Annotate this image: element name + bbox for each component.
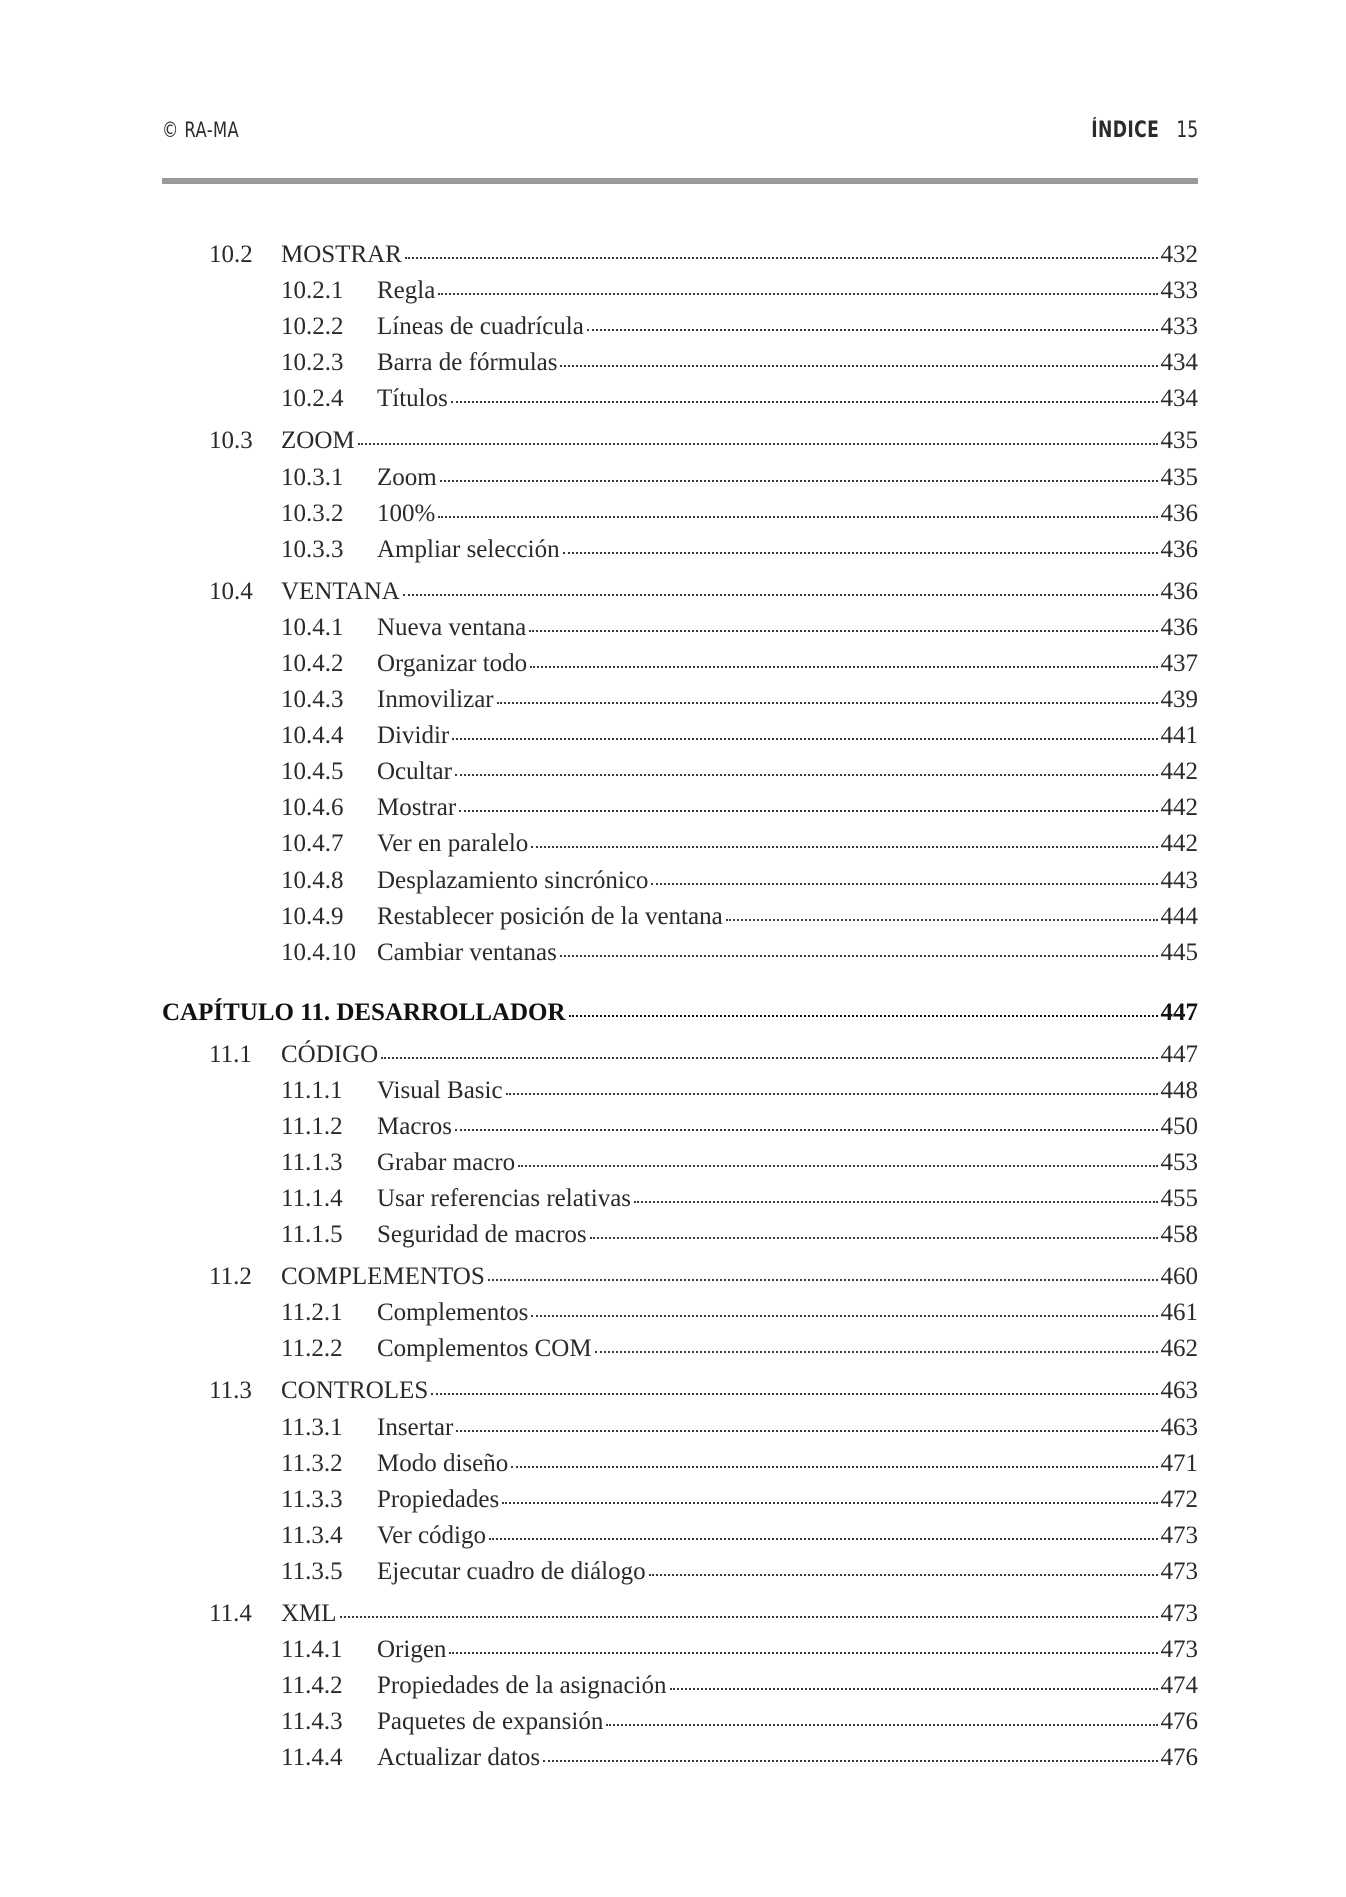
toc-entry-number: 10.2.2: [281, 313, 344, 341]
toc-entry-title: XML: [281, 1599, 337, 1627]
toc-entry-number: 11.1.3: [281, 1149, 343, 1176]
dot-leader: [497, 700, 1158, 704]
dot-leader: [403, 592, 1158, 596]
toc-entry-number: 11.1.1: [281, 1076, 343, 1104]
toc-entry-page: 458: [1160, 1221, 1198, 1249]
toc-entry: [209, 1374, 1198, 1408]
dot-leader: [506, 1091, 1158, 1095]
toc-entry-title: Seguridad de macros: [377, 1221, 587, 1249]
toc-entry: [281, 1705, 1198, 1739]
toc-entry-title: Visual Basic: [377, 1076, 503, 1104]
toc-entry-title: Actualizar datos: [377, 1744, 541, 1772]
dot-leader: [438, 291, 1157, 295]
dot-leader: [459, 808, 1157, 812]
toc-entry-title: 100%: [377, 499, 436, 527]
toc-entry: [209, 1038, 1198, 1072]
toc-entry-number: 10.4.10: [281, 938, 356, 966]
toc-entry-number: 10.4.8: [281, 866, 344, 894]
toc-entry: [281, 346, 1198, 380]
dot-leader: [438, 514, 1157, 518]
toc-entry-page: 455: [1160, 1185, 1198, 1213]
toc-entry-title: Cambiar ventanas: [377, 938, 557, 966]
dot-leader: [563, 550, 1158, 554]
toc-entry-page: 437: [1160, 649, 1198, 677]
toc-entry-title: Propiedades de la asignación: [377, 1672, 667, 1700]
dot-leader: [531, 1313, 1157, 1317]
toc-entry-title: Ver en paralelo: [377, 830, 529, 858]
toc-entry-number: 10.4.2: [281, 649, 344, 677]
toc-entry-page: 434: [1160, 385, 1198, 413]
toc-entry-number: 11.4.2: [281, 1672, 343, 1700]
toc-entry-page: 460: [1160, 1263, 1198, 1291]
section-title: ÍNDICE: [1090, 118, 1159, 143]
toc-entry-page: 444: [1160, 902, 1198, 930]
toc-entry-number: 11.3.4: [281, 1521, 343, 1549]
toc-entry: [281, 1633, 1198, 1667]
toc-entry-page: 442: [1160, 830, 1198, 858]
toc-entry-number: 11.2: [209, 1263, 252, 1291]
toc-entry-title: Líneas de cuadrícula: [377, 313, 584, 341]
toc-entry-title: Complementos: [377, 1299, 529, 1327]
header-right: [1091, 118, 1198, 143]
toc-entry-title: Mostrar: [377, 794, 457, 822]
toc-entry: [281, 791, 1198, 825]
dot-leader: [358, 441, 1158, 445]
dot-leader: [340, 1614, 1158, 1618]
dot-leader: [569, 1013, 1158, 1017]
dot-leader: [455, 772, 1158, 776]
dot-leader: [455, 1127, 1158, 1131]
dot-leader: [726, 917, 1158, 921]
toc-entry-page: 474: [1160, 1672, 1198, 1700]
toc-entry: [281, 461, 1198, 495]
dot-leader: [502, 1500, 1157, 1504]
toc-entry-title: Origen: [377, 1636, 447, 1663]
toc-entry-number: 11.4.3: [281, 1708, 343, 1736]
toc-entry-number: 10.4: [209, 577, 253, 605]
toc-entry: [209, 238, 1198, 272]
toc-entry-number: 11.1.4: [281, 1185, 343, 1213]
toc-entry: [281, 1074, 1198, 1108]
toc-entry-page: 447: [1160, 1040, 1198, 1068]
toc-entry-number: 11.1.2: [281, 1112, 343, 1140]
dot-leader: [670, 1686, 1158, 1690]
dot-leader: [440, 478, 1158, 482]
toc-entry-title: CONTROLES: [281, 1377, 429, 1405]
toc-entry: [281, 719, 1198, 753]
toc-entry-page: 441: [1160, 722, 1198, 750]
toc-entry-page: 448: [1160, 1076, 1198, 1104]
toc-entry-number: 10.2.1: [281, 277, 344, 305]
toc-entry: [281, 1110, 1198, 1144]
toc-entry-page: 442: [1160, 794, 1198, 822]
toc-entry: [281, 533, 1198, 567]
toc-entry-page: 434: [1160, 349, 1198, 377]
dot-leader: [634, 1199, 1157, 1203]
toc-entry-page: 436: [1160, 499, 1198, 527]
toc-entry: [209, 1260, 1198, 1294]
toc-entry-page: 445: [1160, 938, 1198, 966]
toc-entry: [281, 864, 1198, 898]
toc-entry: [281, 1182, 1198, 1216]
toc-entry-title: Regla: [377, 277, 436, 305]
dot-leader: [381, 1055, 1157, 1059]
toc-entry-title: Inmovilizar: [377, 686, 494, 713]
toc-entry-title: Complementos COM: [377, 1335, 592, 1363]
page-number: 15: [1176, 118, 1198, 143]
toc-entry-page: 436: [1160, 577, 1198, 605]
toc-entry-page: 435: [1160, 463, 1198, 491]
dot-leader: [452, 736, 1157, 740]
toc-entry-number: 11.4: [209, 1599, 252, 1627]
toc-entry-number: 11.3: [209, 1377, 252, 1405]
toc-entry-number: 11.4.4: [281, 1744, 343, 1772]
toc-entry-number: 10.4.9: [281, 902, 344, 930]
dot-leader: [587, 327, 1158, 331]
toc-entry-number: 10.4.5: [281, 758, 344, 786]
toc-entry-title: Insertar: [377, 1413, 454, 1441]
dot-leader: [530, 664, 1157, 668]
running-header: [162, 118, 1198, 152]
toc-entry-number: 11.2.2: [281, 1335, 343, 1363]
toc-entry: [281, 1555, 1198, 1589]
toc-entry: [281, 936, 1198, 970]
toc-entry-page: 450: [1160, 1112, 1198, 1140]
toc-entry: [281, 1519, 1198, 1553]
dot-leader: [488, 1277, 1158, 1281]
toc-entry-title: COMPLEMENTOS: [281, 1263, 485, 1291]
toc-entry-page: 463: [1160, 1377, 1198, 1405]
toc-entry: [281, 382, 1198, 416]
toc-entry: [281, 1483, 1198, 1517]
toc-entry-number: 10.3.1: [281, 463, 344, 491]
toc-entry-number: 10.3.3: [281, 535, 344, 563]
dot-leader: [590, 1235, 1158, 1239]
toc-entry-number: 10.2: [209, 241, 253, 268]
toc-entry: [281, 1741, 1198, 1775]
dot-leader: [511, 1464, 1157, 1468]
dot-leader: [449, 1650, 1157, 1654]
toc-entry-number: 11.3.2: [281, 1449, 343, 1477]
dot-leader: [518, 1163, 1157, 1167]
toc-entry-page: 447: [1160, 998, 1198, 1026]
dot-leader: [560, 363, 1157, 367]
toc-entry: [281, 497, 1198, 531]
publisher-label: © RA-MA: [162, 118, 240, 142]
toc-entry-number: 11.3.1: [281, 1413, 343, 1441]
toc-entry-page: 473: [1160, 1636, 1198, 1663]
dot-leader: [405, 255, 1158, 259]
toc-entry-number: 10.4.3: [281, 686, 344, 713]
toc-entry-title: Restablecer posición de la ventana: [377, 902, 723, 930]
toc-entry-number: 10.4.6: [281, 794, 344, 822]
toc-entry-number: 10.3.2: [281, 499, 344, 527]
toc-entry: [281, 827, 1198, 861]
dot-leader: [456, 1428, 1157, 1432]
toc-entry-title: Usar referencias relativas: [377, 1185, 632, 1213]
toc-entry: [281, 611, 1198, 645]
toc-entry-number: 10.3: [209, 427, 253, 455]
toc-entry-page: 439: [1160, 686, 1198, 713]
toc-entry-page: 461: [1160, 1299, 1198, 1327]
toc-entry: [281, 1146, 1198, 1180]
toc-entry-number: 11.1.5: [281, 1221, 343, 1249]
toc-entry-title: ZOOM: [281, 427, 355, 455]
toc-entry-page: 442: [1160, 758, 1198, 786]
toc-entry-page: 432: [1160, 241, 1198, 268]
toc-entry: [281, 1296, 1198, 1330]
toc-entry-title: Grabar macro: [377, 1149, 516, 1176]
toc-entry-page: 473: [1160, 1599, 1198, 1627]
toc-entry-page: 433: [1160, 313, 1198, 341]
toc-entry-page: 463: [1160, 1413, 1198, 1441]
toc-entry-title: Ocultar: [377, 758, 452, 786]
dot-leader: [431, 1391, 1157, 1395]
toc-entry-page: 473: [1160, 1557, 1198, 1585]
dot-leader: [489, 1536, 1158, 1540]
toc-entry: [281, 1332, 1198, 1366]
toc-entry-title: Zoom: [377, 463, 437, 491]
toc-entry: [281, 1411, 1198, 1445]
toc-entry-page: 453: [1160, 1149, 1198, 1176]
toc-entry-title: Dividir: [377, 722, 450, 750]
toc-entry-number: 11.3.3: [281, 1485, 343, 1513]
toc-entry-number: 10.4.4: [281, 722, 344, 750]
toc-entry-title: Propiedades: [377, 1485, 500, 1513]
header-rule: [162, 178, 1198, 184]
toc-entry: [281, 1218, 1198, 1252]
toc-entry: [209, 1597, 1198, 1631]
toc-entry: [281, 1669, 1198, 1703]
toc-entry-number: 10.2.3: [281, 349, 344, 377]
dot-leader: [560, 953, 1158, 957]
toc-entry-title: CÓDIGO: [281, 1040, 379, 1068]
toc-entry-number: 10.2.4: [281, 385, 344, 413]
dot-leader: [529, 628, 1157, 632]
toc-chapter-entry: [162, 996, 1198, 1030]
toc-entry-number: 11.1: [209, 1040, 252, 1068]
toc-entry: [281, 755, 1198, 789]
dot-leader: [451, 399, 1158, 403]
toc-entry-page: 471: [1160, 1449, 1198, 1477]
dot-leader: [543, 1758, 1157, 1762]
dot-leader: [606, 1722, 1157, 1726]
toc-entry-title: VENTANA: [281, 577, 400, 605]
toc-entry-title: Organizar todo: [377, 649, 528, 677]
toc-entry-page: 436: [1160, 535, 1198, 563]
toc-entry-title: MOSTRAR: [281, 241, 402, 268]
toc-entry-page: 472: [1160, 1485, 1198, 1513]
toc-entry-page: 462: [1160, 1335, 1198, 1363]
toc-entry-page: 435: [1160, 427, 1198, 455]
toc-entry-page: 476: [1160, 1744, 1198, 1772]
toc-entry: [281, 1447, 1198, 1481]
toc-entry: [209, 424, 1198, 458]
toc-entry-title: Títulos: [377, 385, 448, 413]
toc-entry-number: 11.3.5: [281, 1557, 343, 1585]
toc-entry: [281, 683, 1198, 717]
toc-entry-title: Desplazamiento sincrónico: [377, 866, 649, 894]
toc-entry: [281, 647, 1198, 681]
toc-entry-page: 476: [1160, 1708, 1198, 1736]
toc-entry-title: Nueva ventana: [377, 613, 527, 641]
dot-leader: [649, 1572, 1158, 1576]
toc-entry-title: Macros: [377, 1112, 452, 1140]
toc-entry-page: 473: [1160, 1521, 1198, 1549]
toc-entry-number: 11.4.1: [281, 1636, 343, 1663]
toc-entry-page: 433: [1160, 277, 1198, 305]
toc-entry: [281, 310, 1198, 344]
dot-leader: [651, 881, 1157, 885]
toc-entry: [281, 900, 1198, 934]
toc-entry-title: Barra de fórmulas: [377, 349, 558, 377]
toc-entry: [281, 274, 1198, 308]
toc-entry-number: 11.2.1: [281, 1299, 343, 1327]
toc-entry-number: 10.4.7: [281, 830, 344, 858]
toc-entry: [209, 575, 1198, 609]
toc-entry-page: 436: [1160, 613, 1198, 641]
dot-leader: [531, 844, 1157, 848]
toc-entry-title: Modo diseño: [377, 1449, 509, 1477]
toc-entry-number: 10.4.1: [281, 613, 344, 641]
toc-entry-title: Ejecutar cuadro de diálogo: [377, 1557, 646, 1585]
toc-entry-page: 443: [1160, 866, 1198, 894]
toc-entry-title: CAPÍTULO 11. DESARROLLADOR: [162, 998, 566, 1026]
toc-entry-title: Ver código: [377, 1521, 486, 1549]
dot-leader: [595, 1349, 1158, 1353]
toc-entry-title: Paquetes de expansión: [377, 1708, 604, 1736]
toc-entry-title: Ampliar selección: [377, 535, 560, 563]
